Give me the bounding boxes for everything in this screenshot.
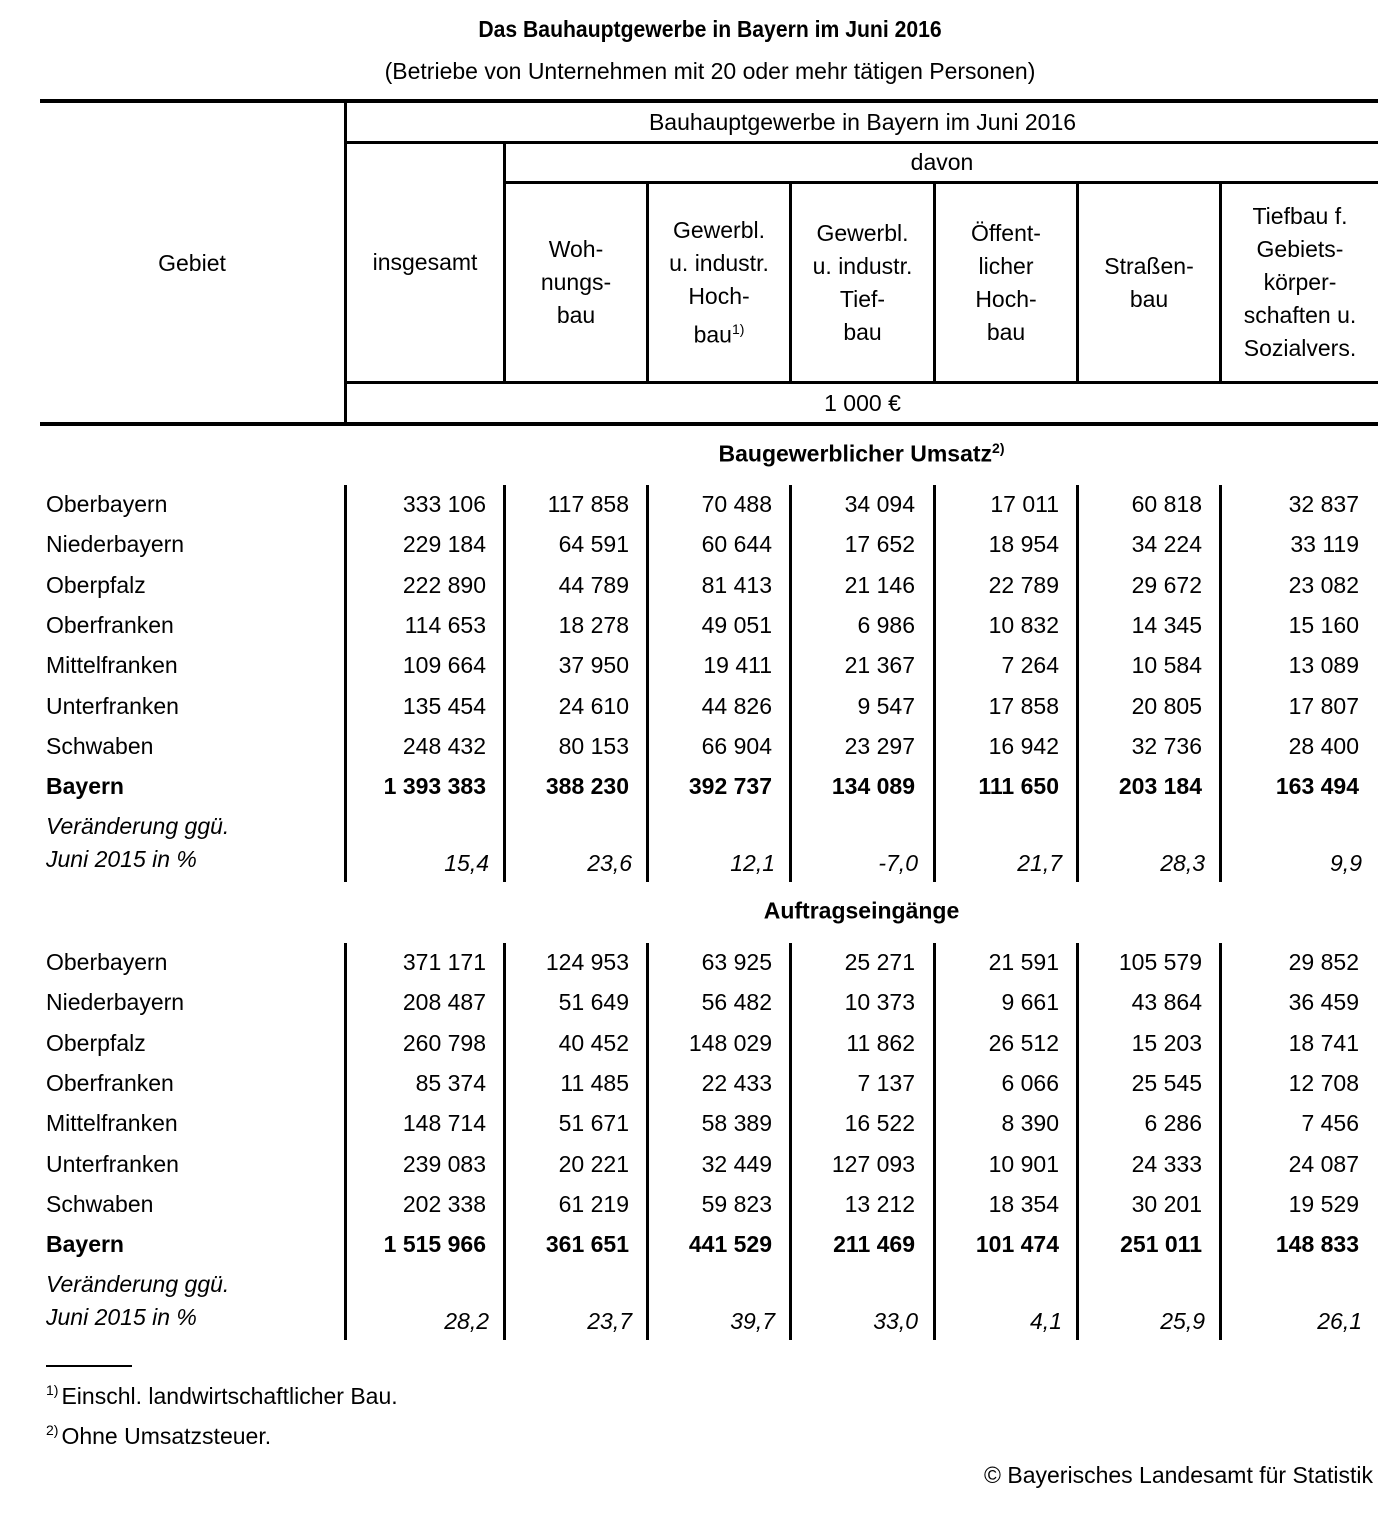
table-cell: 229 184 xyxy=(402,531,486,558)
table-cell: 18 741 xyxy=(1288,1029,1359,1056)
table-cell: 17 652 xyxy=(844,531,915,558)
table-cell: 11 485 xyxy=(560,1069,629,1096)
table-cell: 64 591 xyxy=(558,531,629,558)
table-cell: 24 610 xyxy=(558,692,629,719)
row-label: Mittelfranken xyxy=(46,1110,178,1137)
table-row-total xyxy=(0,773,1397,813)
column-header-line: Öffent- xyxy=(971,219,1041,246)
table-cell: 43 864 xyxy=(1131,989,1202,1016)
table-row-change xyxy=(0,846,1397,886)
section-title-umsatz xyxy=(345,440,1378,468)
table-cell: 9 547 xyxy=(857,692,915,719)
table-cell: 127 093 xyxy=(831,1150,915,1177)
table-cell: 16 942 xyxy=(988,732,1059,759)
table-cell: 51 649 xyxy=(558,989,629,1016)
table-cell: 36 459 xyxy=(1288,989,1359,1016)
table-cell: 81 413 xyxy=(701,571,772,598)
column-header-text: bau xyxy=(693,321,732,348)
column-header-insgesamt xyxy=(347,144,503,381)
column-header-line: Tief- xyxy=(839,285,886,312)
column-header-line: Gewerbl. xyxy=(816,219,909,246)
table-cell: 14 345 xyxy=(1131,611,1202,638)
table-cell: 1 515 966 xyxy=(383,1231,486,1258)
column-header-line: Straßen- xyxy=(1104,252,1194,279)
column-header-line: bau xyxy=(986,318,1026,345)
table-cell: 6 066 xyxy=(1001,1069,1059,1096)
table-row xyxy=(0,1030,1397,1070)
table-cell: 7 456 xyxy=(1301,1110,1359,1137)
section-title-text: Auftragseingänge xyxy=(763,897,960,924)
table-cell: 260 798 xyxy=(402,1029,486,1056)
unit-label: 1 000 € xyxy=(824,389,901,416)
table-cell: 12 708 xyxy=(1288,1069,1359,1096)
footnote-mark: 1) xyxy=(46,1382,59,1398)
table-cell: 40 452 xyxy=(558,1029,629,1056)
row-label: Bayern xyxy=(46,773,124,800)
table-cell: 60 818 xyxy=(1131,491,1202,517)
section-title-auftragseingaenge xyxy=(345,897,1378,925)
table-cell: 13 089 xyxy=(1288,652,1359,679)
table-cell: 371 171 xyxy=(402,949,486,975)
page-subtitle: (Betriebe von Unternehmen mit 20 oder mehr tätigen Personen) xyxy=(384,58,1036,84)
row-label: Schwaben xyxy=(46,1190,154,1217)
row-label: Schwaben xyxy=(46,732,154,759)
column-group-label: Bauhauptgewerbe in Bayern im Juni 2016 xyxy=(648,108,1077,135)
table-row xyxy=(0,1070,1397,1110)
table-cell: 239 083 xyxy=(402,1150,486,1177)
davon-header xyxy=(506,144,1378,181)
footnote-ref: 1) xyxy=(731,320,745,337)
table-row xyxy=(0,491,1397,531)
table-cell: 11 862 xyxy=(846,1029,915,1056)
table-cell: 51 671 xyxy=(558,1110,629,1137)
change-cell: 28,3 xyxy=(1160,850,1205,877)
footnote-2 xyxy=(46,1422,271,1450)
column-header-gewerbl-hochbau xyxy=(649,184,789,381)
table-cell: 222 890 xyxy=(402,571,486,598)
table-row xyxy=(0,1110,1397,1150)
column-header-line: Hoch- xyxy=(688,282,750,309)
column-header-wohnungsbau xyxy=(506,184,646,381)
column-header-line: Sozialvers. xyxy=(1243,335,1357,361)
table-cell: 20 221 xyxy=(558,1150,629,1177)
table-cell: 6 286 xyxy=(1144,1110,1202,1137)
table-cell: 80 153 xyxy=(558,732,629,759)
footnote-mark: 2) xyxy=(46,1422,59,1438)
table-cell: 10 832 xyxy=(988,611,1059,638)
row-label: Bayern xyxy=(46,1231,124,1258)
table-cell: 248 432 xyxy=(402,732,486,759)
table-cell: 1 393 383 xyxy=(383,773,486,800)
table-cell: 13 212 xyxy=(844,1190,915,1217)
table-cell: 20 805 xyxy=(1131,692,1202,719)
table-cell: 7 137 xyxy=(857,1069,915,1096)
table-cell: 17 807 xyxy=(1288,692,1359,719)
table-cell: 25 545 xyxy=(1131,1069,1202,1096)
table-cell: 148 029 xyxy=(688,1029,772,1056)
change-cell: 15,4 xyxy=(444,850,489,877)
change-label-line-2: Juni 2015 in % xyxy=(46,1304,197,1331)
column-header-oeffentlicher-hochbau xyxy=(936,184,1076,381)
table-cell: 37 950 xyxy=(558,652,629,679)
footnote-text: Ohne Umsatzsteuer. xyxy=(61,1423,272,1449)
change-cell: 9,9 xyxy=(1330,850,1362,877)
table-cell: 44 789 xyxy=(558,571,629,598)
table-cell: 208 487 xyxy=(402,989,486,1016)
change-cell: 33,0 xyxy=(873,1308,918,1335)
column-header-line: u. industr. xyxy=(812,252,913,279)
table-cell: 26 512 xyxy=(988,1029,1059,1056)
table-cell: 111 650 xyxy=(978,773,1059,800)
table-cell: 85 374 xyxy=(415,1069,486,1096)
copyright-notice: © Bayerisches Landesamt für Statistik xyxy=(984,1462,1373,1488)
table-cell: 22 433 xyxy=(701,1069,772,1096)
table-cell: 18 954 xyxy=(988,531,1059,558)
table-cell: 23 082 xyxy=(1288,571,1359,598)
davon-label: davon xyxy=(910,149,974,175)
table-cell: 49 051 xyxy=(701,611,772,638)
table-cell: 105 579 xyxy=(1118,949,1202,975)
table-cell: 30 201 xyxy=(1131,1190,1202,1217)
table-cell: 21 591 xyxy=(988,949,1059,975)
table-cell: 202 338 xyxy=(402,1190,486,1217)
table-cell: 16 522 xyxy=(844,1110,915,1137)
column-header-gebiet-label: Gebiet xyxy=(158,249,226,276)
table-row xyxy=(0,572,1397,612)
change-cell: 4,1 xyxy=(1030,1308,1062,1335)
column-header-line: Hoch- xyxy=(975,285,1037,312)
row-label: Oberpfalz xyxy=(46,1029,146,1056)
table-cell: 9 661 xyxy=(1001,989,1059,1016)
table-cell: 56 482 xyxy=(701,989,772,1016)
table-cell: 24 087 xyxy=(1288,1150,1359,1177)
change-cell: 26,1 xyxy=(1317,1308,1362,1335)
table-cell: 114 653 xyxy=(404,611,486,638)
change-cell: 39,7 xyxy=(730,1308,775,1335)
column-header-line xyxy=(694,313,745,352)
table-cell: 21 146 xyxy=(844,571,915,598)
footnote-text: Einschl. landwirtschaftlicher Bau. xyxy=(61,1383,398,1409)
table-cell: 34 224 xyxy=(1131,531,1202,558)
table-cell: 63 925 xyxy=(701,949,772,975)
table-cell: 19 411 xyxy=(703,652,772,679)
table-cell: 441 529 xyxy=(688,1231,772,1258)
table-cell: 163 494 xyxy=(1275,773,1359,800)
table-cell: 8 390 xyxy=(1001,1110,1059,1137)
table-cell: 23 297 xyxy=(844,732,915,759)
column-header-line: nungs- xyxy=(540,269,612,295)
column-header-label: insgesamt xyxy=(372,249,478,275)
column-header-line: licher xyxy=(978,252,1034,279)
table-cell: 124 953 xyxy=(545,949,629,975)
table-cell: 15 160 xyxy=(1288,611,1359,638)
table-cell: 29 852 xyxy=(1288,949,1359,975)
footnote-rule xyxy=(46,1365,132,1367)
change-label-line-2: Juni 2015 in % xyxy=(46,846,197,873)
change-cell: 21,7 xyxy=(1017,850,1062,877)
table-row xyxy=(0,733,1397,773)
column-header-line: bau xyxy=(556,302,596,328)
table-row xyxy=(0,949,1397,989)
table-cell: 33 119 xyxy=(1290,531,1359,558)
row-label: Unterfranken xyxy=(46,692,179,719)
table-row xyxy=(0,1191,1397,1231)
table-cell: 6 986 xyxy=(857,611,915,638)
column-header-line: bau xyxy=(843,318,882,345)
table-cell: 70 488 xyxy=(701,491,772,517)
change-cell: -7,0 xyxy=(878,850,918,877)
table-cell: 251 011 xyxy=(1120,1231,1202,1258)
column-header-line: u. industr. xyxy=(669,249,769,276)
table-cell: 61 219 xyxy=(558,1190,629,1217)
row-label: Oberbayern xyxy=(46,491,168,517)
column-header-gebiet xyxy=(40,103,344,423)
table-cell: 18 278 xyxy=(558,611,629,638)
table-cell: 392 737 xyxy=(688,773,772,800)
row-label: Oberbayern xyxy=(46,949,168,975)
footnote-ref: 2) xyxy=(992,440,1005,456)
row-label: Niederbayern xyxy=(46,531,185,558)
table-cell: 109 664 xyxy=(402,652,486,679)
table-row-total xyxy=(0,1231,1397,1271)
table-cell: 7 264 xyxy=(1001,652,1059,679)
change-cell: 12,1 xyxy=(730,850,775,877)
table-cell: 28 400 xyxy=(1288,732,1359,759)
table-cell: 18 354 xyxy=(988,1190,1059,1217)
column-header-strassenbau xyxy=(1079,184,1219,381)
column-header-line: Tiefbau f. xyxy=(1252,203,1348,229)
row-label: Mittelfranken xyxy=(46,652,178,679)
table-cell: 32 837 xyxy=(1288,491,1359,517)
table-cell: 148 714 xyxy=(402,1110,486,1137)
column-header-line: Gebiets- xyxy=(1256,236,1344,262)
row-label: Oberfranken xyxy=(46,611,174,638)
table-row xyxy=(0,1151,1397,1191)
table-cell: 361 651 xyxy=(545,1231,629,1258)
table-cell: 117 858 xyxy=(547,491,629,517)
table-row xyxy=(0,531,1397,571)
row-label: Oberfranken xyxy=(46,1069,174,1096)
table-cell: 21 367 xyxy=(844,652,915,679)
table-cell: 134 089 xyxy=(831,773,915,800)
table-cell: 10 584 xyxy=(1131,652,1202,679)
table-cell: 25 271 xyxy=(844,949,915,975)
column-header-line: Woh- xyxy=(548,236,604,262)
column-header-line: schaften u. xyxy=(1243,302,1357,328)
table-row-change xyxy=(0,1304,1397,1344)
page-title: Das Bauhauptgewerbe in Bayern im Juni 2016 xyxy=(478,16,942,42)
table-cell: 59 823 xyxy=(701,1190,772,1217)
table-cell: 101 474 xyxy=(975,1231,1059,1258)
table-cell: 34 094 xyxy=(844,491,915,517)
table-cell: 29 672 xyxy=(1131,571,1202,598)
table-row xyxy=(0,612,1397,652)
table-cell: 17 011 xyxy=(990,491,1059,517)
table-row xyxy=(0,693,1397,733)
unit-header xyxy=(347,384,1378,422)
row-label: Niederbayern xyxy=(46,989,185,1016)
table-cell: 388 230 xyxy=(545,773,629,800)
change-cell: 28,2 xyxy=(444,1308,489,1335)
row-label: Oberpfalz xyxy=(46,571,146,598)
table-cell: 333 106 xyxy=(402,491,486,517)
change-cell: 23,6 xyxy=(587,850,632,877)
table-cell: 58 389 xyxy=(701,1110,772,1137)
table-cell: 135 454 xyxy=(402,692,486,719)
change-label-line-1: Veränderung ggü. xyxy=(46,813,230,840)
footnote-1 xyxy=(46,1382,398,1410)
column-header-line: Gewerbl. xyxy=(672,216,766,243)
table-cell: 66 904 xyxy=(701,732,772,759)
table-cell: 22 789 xyxy=(988,571,1059,598)
table-cell: 203 184 xyxy=(1118,773,1202,800)
table-cell: 211 469 xyxy=(833,1231,915,1258)
row-label: Unterfranken xyxy=(46,1150,179,1177)
table-cell: 148 833 xyxy=(1275,1231,1359,1258)
table-cell: 15 203 xyxy=(1131,1029,1202,1056)
change-cell: 23,7 xyxy=(587,1308,632,1335)
table-cell: 17 858 xyxy=(988,692,1059,719)
column-header-tiefbau-gebietskoerperschaften xyxy=(1222,184,1378,381)
table-cell: 24 333 xyxy=(1131,1150,1202,1177)
table-cell: 32 736 xyxy=(1131,732,1202,759)
change-label-line-1: Veränderung ggü. xyxy=(46,1271,230,1298)
column-header-gewerbl-tiefbau xyxy=(792,184,933,381)
column-group-header xyxy=(347,103,1378,141)
table-cell: 19 529 xyxy=(1288,1190,1359,1217)
table-cell: 32 449 xyxy=(701,1150,772,1177)
section-title-text: Baugewerblicher Umsatz xyxy=(718,440,993,467)
table-cell: 10 901 xyxy=(988,1150,1059,1177)
table-cell: 44 826 xyxy=(701,692,772,719)
column-header-line: körper- xyxy=(1263,269,1337,295)
column-header-line: bau xyxy=(1129,285,1169,312)
table-row xyxy=(0,989,1397,1029)
table-cell: 10 373 xyxy=(844,989,915,1016)
change-cell: 25,9 xyxy=(1160,1308,1205,1335)
table-cell: 60 644 xyxy=(701,531,772,558)
table-row xyxy=(0,652,1397,692)
